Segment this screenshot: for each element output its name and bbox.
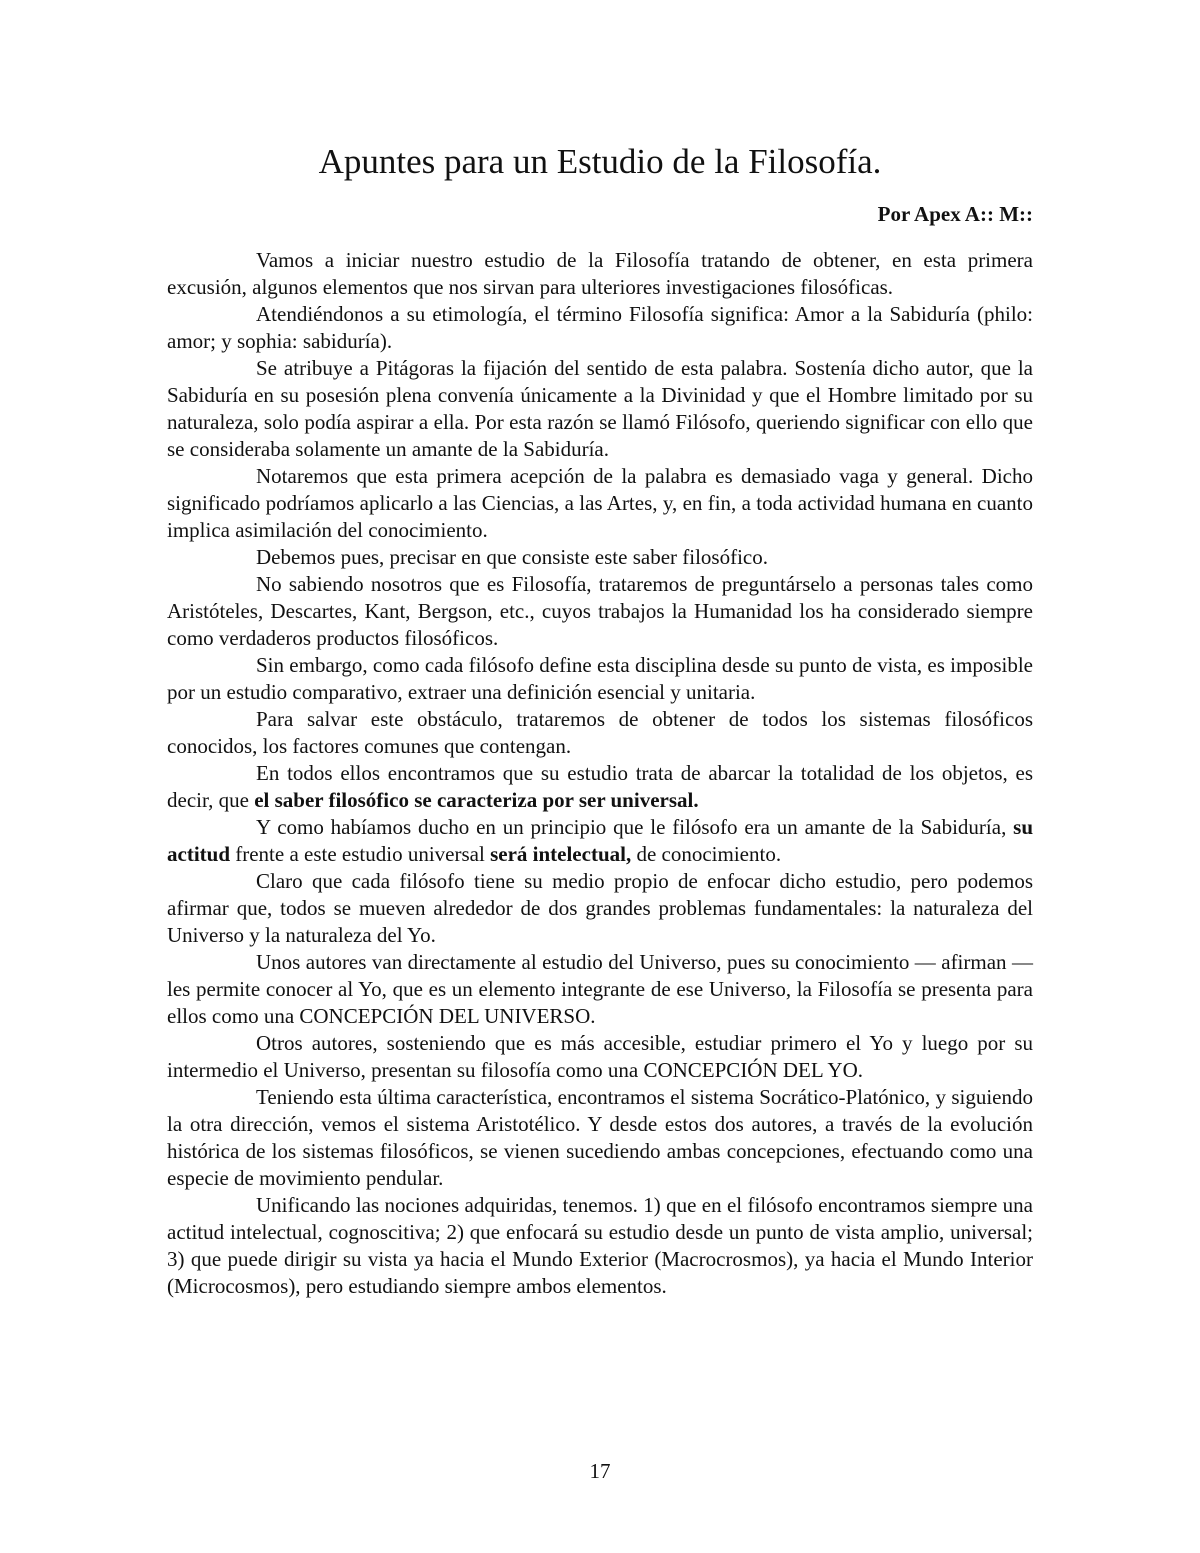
paragraph	[167, 1084, 1033, 1192]
text-run: En todos ellos encontramos que su estudio trata de abarcar la totalidad de los objetos, es decir, que	[167, 761, 1033, 812]
page-number: 17	[589, 1459, 611, 1483]
bold-text: será intelectual,	[490, 842, 632, 866]
paragraph	[167, 949, 1033, 1030]
author-byline: Por Apex A:: M::	[877, 202, 1033, 226]
paragraph	[167, 868, 1033, 949]
paragraph	[167, 571, 1033, 652]
paragraph	[167, 544, 1033, 571]
text-run: Vamos a iniciar nuestro estudio de la Filosofía tratando de obtener, en esta primera excusión, algunos elementos que nos sirvan para ulteriores investigaciones filosóficas.	[167, 248, 1033, 299]
paragraph	[167, 814, 1033, 868]
text-run: Unos autores van directamente al estudio del Universo, pues su conocimiento — afirman — les permite conocer al Yo, que es un elemento integrante de ese Universo, la Filosofía se presenta para ellos como una CONCEPCIÓN DEL UNIVERSO.	[167, 950, 1033, 1028]
bold-text: el saber filosófico se caracteriza por ser universal.	[254, 788, 699, 812]
text-run: Se atribuye a Pitágoras la fijación del sentido de esta palabra. Sostenía dicho autor, que la Sabiduría en su posesión plena convenía únicamente a la Divinidad y que el Hombre limitado por su naturaleza, solo podía aspirar a ella. Por esta razón se llamó Filósofo, queriendo significar con ello que se consideraba solamente un amante de la Sabiduría.	[167, 356, 1033, 461]
bold-text: su actitud	[167, 815, 1033, 866]
paragraph	[167, 247, 1033, 301]
text-run: No sabiendo nosotros que es Filosofía, trataremos de preguntárselo a personas tales como Aristóteles, Descartes, Kant, Bergson, etc., cuyos trabajos la Humanidad los ha considerado siempre como verdaderos productos filosóficos.	[167, 572, 1033, 650]
paragraph	[167, 463, 1033, 544]
text-run: Claro que cada filósofo tiene su medio propio de enfocar dicho estudio, pero podemos afirmar que, todos se mueven alrededor de dos grandes problemas fundamentales: la naturaleza del Universo y la naturaleza del Yo.	[167, 869, 1033, 947]
text-run: Sin embargo, como cada filósofo define esta disciplina desde su punto de vista, es imposible por un estudio comparativo, extraer una definición esencial y unitaria.	[167, 653, 1033, 704]
text-run: Atendiéndonos a su etimología, el término Filosofía significa: Amor a la Sabiduría (philo: amor; y sophia: sabiduría).	[167, 302, 1033, 353]
text-run: Unificando las nociones adquiridas, tenemos. 1) que en el filósofo encontramos siempre una actitud intelectual, cognoscitiva; 2) que enfocará su estudio desde un punto de vista amplio, universal; 3) que puede dirigir su vista ya hacia el Mundo Exterior (Macrocrosmos), ya hacia el Mundo Interior (Microcosmos), pero estudiando siempre ambos elementos.	[167, 1193, 1033, 1298]
paragraph	[167, 1030, 1033, 1084]
text-run: Debemos pues, precisar en que consiste este saber filosófico.	[256, 545, 768, 569]
text-run: de conocimiento.	[631, 842, 782, 866]
paragraph	[167, 760, 1033, 814]
text-run: Teniendo esta última característica, encontramos el sistema Socrático-Platónico, y siguiendo la otra dirección, vemos el sistema Aristotélico. Y desde estos dos autores, a través de la evolución histórica de los sistemas filosóficos, se vienen sucediendo ambas concepciones, efectuando como una especie de movimiento pendular.	[167, 1085, 1033, 1190]
paragraph	[167, 1192, 1033, 1300]
body-text	[167, 247, 1033, 1300]
text-run: frente a este estudio universal	[230, 842, 491, 866]
text-run: Notaremos que esta primera acepción de la palabra es demasiado vaga y general. Dicho significado podríamos aplicarlo a las Ciencias, a las Artes, y, en fin, a toda actividad humana en cuanto implica asimilación del conocimiento.	[167, 464, 1033, 542]
text-run: Para salvar este obstáculo, trataremos de obtener de todos los sistemas filosóficos conocidos, los factores comunes que contengan.	[167, 707, 1033, 758]
paragraph	[167, 706, 1033, 760]
text-run: Otros autores, sosteniendo que es más accesible, estudiar primero el Yo y luego por su intermedio el Universo, presentan su filosofía como una CONCEPCIÓN DEL YO.	[167, 1031, 1033, 1082]
paragraph	[167, 355, 1033, 463]
page-title: Apuntes para un Estudio de la Filosofía.	[318, 142, 882, 181]
text-run: Y como habíamos ducho en un principio que le filósofo era un amante de la Sabiduría,	[256, 815, 1014, 839]
paragraph	[167, 652, 1033, 706]
paragraph	[167, 301, 1033, 355]
